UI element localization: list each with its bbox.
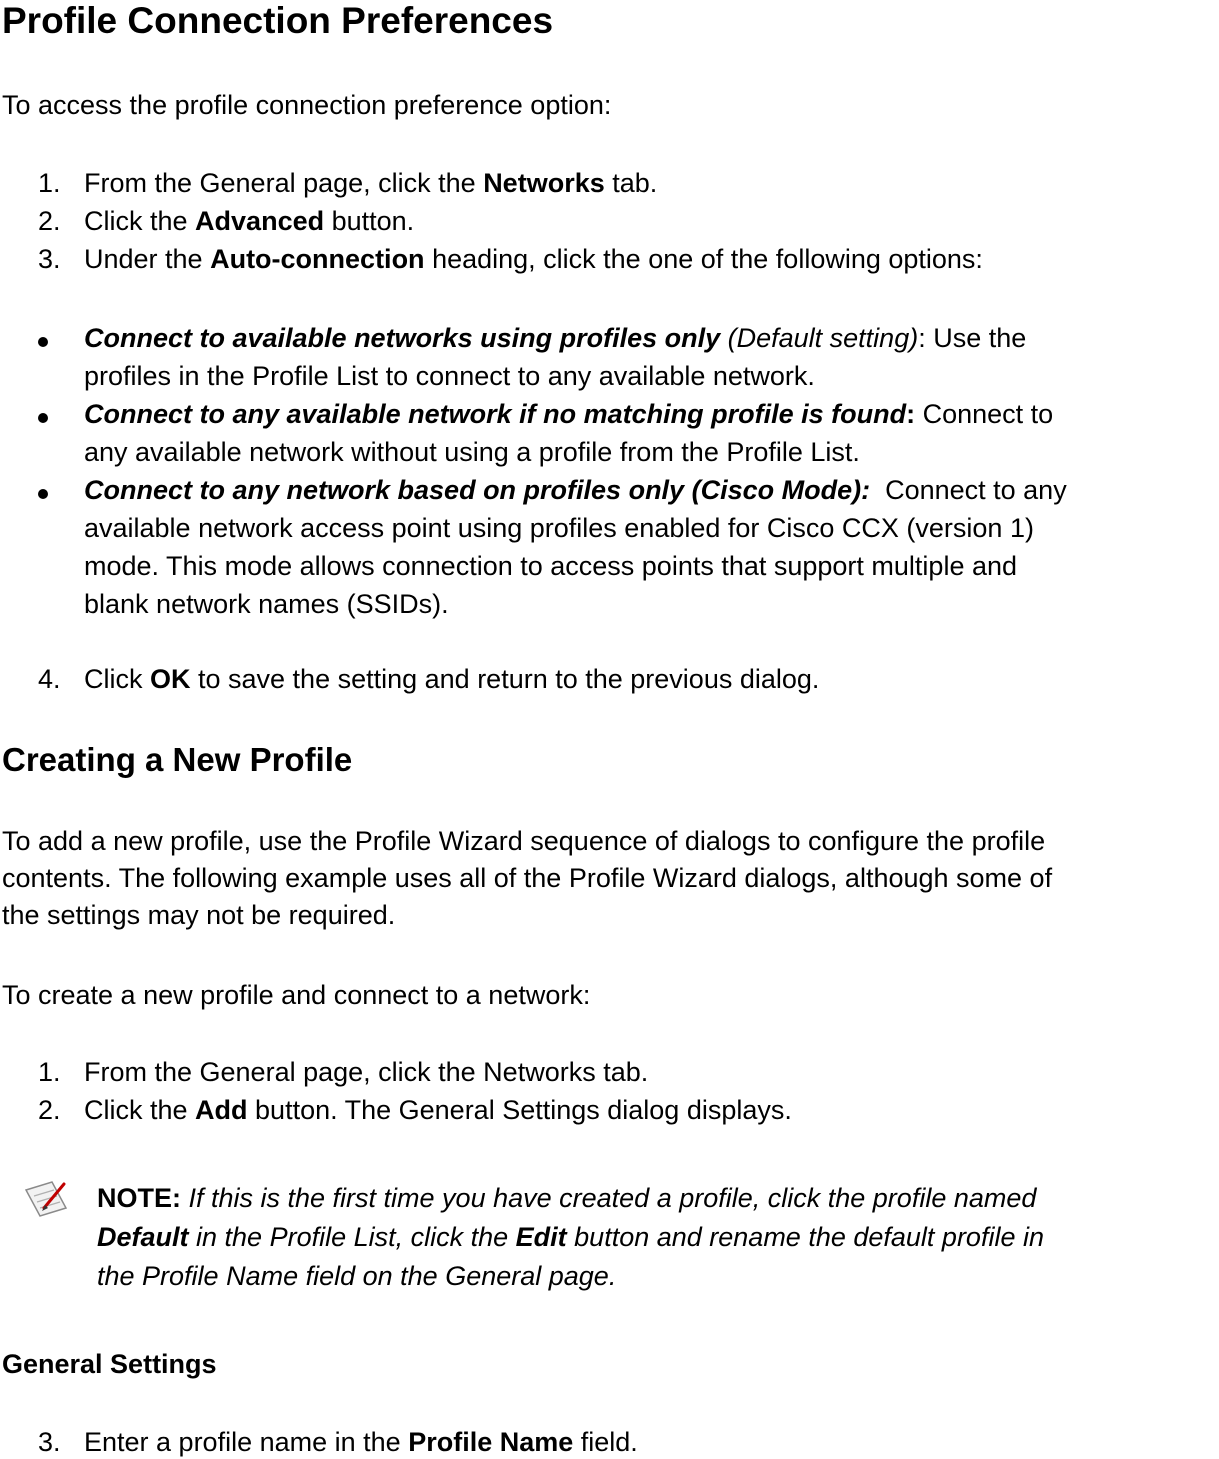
step-number: 3. [38, 1427, 61, 1457]
step-3: Enter a profile name in the Profile Name field. [84, 1427, 638, 1457]
step-number: 1. [38, 168, 61, 198]
note-label: NOTE: [97, 1183, 181, 1213]
section-title: Creating a New Profile [2, 741, 353, 778]
description-paragraph: To add a new profile, use the Profile Wizard sequence of dialogs to configure the profile contents. The following example uses all of the Profile Wizard dialogs, although some of the settings may not be required. [2, 826, 1053, 930]
intro-text: To create a new profile and connect to a network: [2, 980, 591, 1010]
step-2: Click the Add button. The General Settings dialog displays. [84, 1095, 792, 1125]
ok-label: OK [150, 664, 191, 694]
step-3: Under the Auto-connection heading, click the one of the following options: [84, 244, 983, 274]
step-4: Click OK to save the setting and return to the previous dialog. [84, 664, 820, 694]
bullet-icon [38, 337, 48, 347]
subsection-title: General Settings [2, 1349, 217, 1379]
intro-text: To access the profile connection preference option: [2, 90, 612, 120]
step-number: 1. [38, 1057, 61, 1087]
note-pencil-icon [22, 1178, 70, 1222]
step-number: 2. [38, 206, 61, 236]
step-1: From the General page, click the Networks tab. [84, 1057, 649, 1087]
page-title: Profile Connection Preferences [2, 0, 554, 41]
option-any-network: Connect to any available network if no matching profile is found: Connect to any available network without using a profile from the Profile List. [84, 399, 1054, 467]
note-text: NOTE: If this is the first time you have created a profile, click the profile named Default in the Profile List, click the Edit button and rename the default profile in the Profile Name field on the General page. [97, 1183, 1044, 1291]
step-2: Click the Advanced button. [84, 206, 415, 236]
bullet-icon [38, 489, 48, 499]
step-number: 2. [38, 1095, 61, 1125]
option-cisco-mode: Connect to any network based on profiles only (Cisco Mode): Connect to any available network access point using profiles enabled for Cisco CCX (version 1) mode. This mode allows connection to access points that support multiple and blank network names (SSIDs). [84, 475, 1067, 619]
bullet-icon [38, 413, 48, 423]
option-profiles-only: Connect to available networks using profiles only (Default setting): Use the profiles in the Profile List to connect to any available network. [84, 323, 1027, 391]
add-label: Add [195, 1095, 248, 1125]
profile-name-label: Profile Name [408, 1427, 574, 1457]
auto-connection-label: Auto-connection [210, 244, 425, 274]
networks-label: Networks [483, 168, 605, 198]
advanced-label: Advanced [195, 206, 325, 236]
step-1: From the General page, click the Networks tab. [84, 168, 658, 198]
step-number: 4. [38, 664, 61, 694]
step-number: 3. [38, 244, 61, 274]
